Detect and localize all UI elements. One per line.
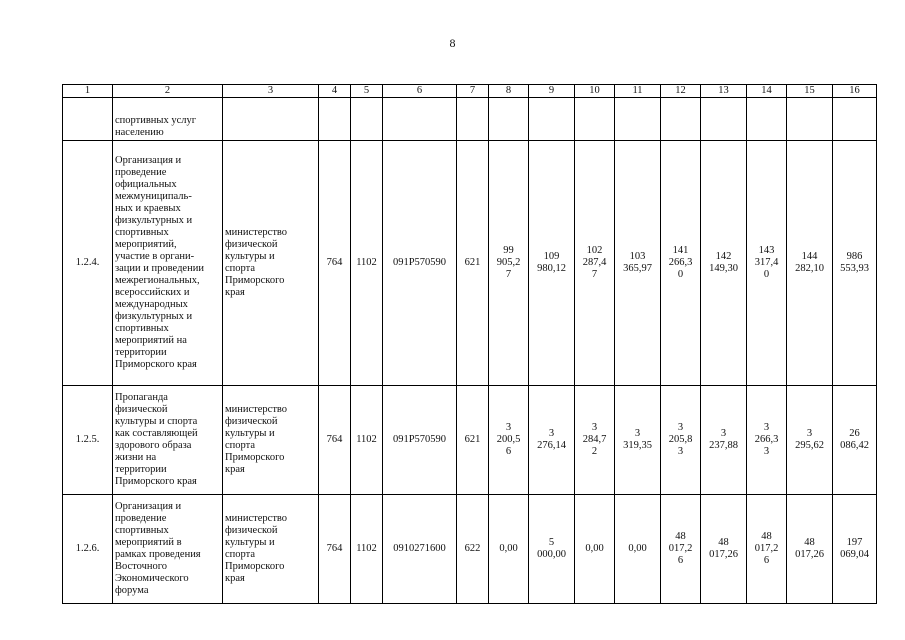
column-number: 4: [319, 85, 351, 98]
column-number: 11: [615, 85, 661, 98]
empty-cell: [457, 98, 489, 141]
column-number: 5: [351, 85, 383, 98]
total-cell: 197 069,04: [833, 495, 877, 604]
expense-type-cell: 622: [457, 495, 489, 604]
empty-cell: [747, 98, 787, 141]
column-number-row: [63, 85, 877, 98]
empty-cell: [787, 98, 833, 141]
empty-cell: [319, 98, 351, 141]
amount-cell: 109 980,12: [529, 141, 575, 386]
executor-cell: министерство физической культуры и спорта Приморского края: [223, 495, 319, 604]
column-number: 2: [113, 85, 223, 98]
description-cell: Организация и проведение спортивных мероприятий в рамках проведения Восточного Экономического форума: [113, 495, 223, 604]
amount-cell: 3 276,14: [529, 386, 575, 495]
executor-cell: [223, 98, 319, 141]
continuation-row: [63, 98, 877, 141]
executor-cell: министерство физической культуры и спорта Приморского края: [223, 386, 319, 495]
amount-cell: 144 282,10: [787, 141, 833, 386]
row-number-cell: [63, 98, 113, 141]
column-number: 13: [701, 85, 747, 98]
budget-table: [62, 84, 877, 604]
table-row: [63, 141, 877, 386]
amount-cell: 5 000,00: [529, 495, 575, 604]
target-code-cell: 0910271600: [383, 495, 457, 604]
page-number: 8: [449, 36, 456, 50]
amount-cell: 48 017,2 6: [747, 495, 787, 604]
amount-cell: 48 017,2 6: [661, 495, 701, 604]
ministry-code-cell: 764: [319, 141, 351, 386]
table-row: [63, 386, 877, 495]
amount-cell: 48 017,26: [787, 495, 833, 604]
amount-cell: 3 266,3 3: [747, 386, 787, 495]
amount-cell: 142 149,30: [701, 141, 747, 386]
column-number: 12: [661, 85, 701, 98]
total-cell: 26 086,42: [833, 386, 877, 495]
amount-cell: 102 287,4 7: [575, 141, 615, 386]
ministry-code-cell: 764: [319, 495, 351, 604]
expense-type-cell: 621: [457, 386, 489, 495]
executor-cell: министерство физической культуры и спорта Приморского края: [223, 141, 319, 386]
empty-cell: [575, 98, 615, 141]
description-cell: Пропаганда физической культуры и спорта как составляющей здорового образа жизни на территории Приморского края: [113, 386, 223, 495]
column-number: 14: [747, 85, 787, 98]
description-cell: [113, 98, 223, 141]
amount-cell: 3 200,5 6: [489, 386, 529, 495]
expense-type-cell: 621: [457, 141, 489, 386]
target-code-cell: 091P570590: [383, 141, 457, 386]
section-code-cell: 1102: [351, 495, 383, 604]
table-row: [63, 495, 877, 604]
column-number: 16: [833, 85, 877, 98]
column-number: 9: [529, 85, 575, 98]
column-number: 10: [575, 85, 615, 98]
empty-cell: [833, 98, 877, 141]
amount-cell: 143 317,4 0: [747, 141, 787, 386]
empty-cell: [701, 98, 747, 141]
empty-cell: [661, 98, 701, 141]
total-cell: 986 553,93: [833, 141, 877, 386]
amount-cell: 3 205,8 3: [661, 386, 701, 495]
column-number: 3: [223, 85, 319, 98]
column-number: 7: [457, 85, 489, 98]
description-cell: Организация и проведение официальных межмуниципаль- ных и краевых физкультурных и спортивных мероприятий, участие в органи- зации и проведении межрегиональных, всероссийских и международных физкультурных и спортивных мероприятий на территории Приморского края: [113, 141, 223, 386]
description-text: спортивных услуг населению: [115, 115, 197, 138]
amount-cell: 48 017,26: [701, 495, 747, 604]
ministry-code-cell: 764: [319, 386, 351, 495]
column-number: 1: [63, 85, 113, 98]
row-number-cell: 1.2.6.: [63, 495, 113, 604]
target-code-cell: 091P570590: [383, 386, 457, 495]
empty-cell: [383, 98, 457, 141]
column-number: 15: [787, 85, 833, 98]
amount-cell: 141 266,3 0: [661, 141, 701, 386]
column-number: 6: [383, 85, 457, 98]
section-code-cell: 1102: [351, 141, 383, 386]
empty-cell: [529, 98, 575, 141]
amount-cell: 0,00: [615, 495, 661, 604]
amount-cell: 0,00: [489, 495, 529, 604]
row-number-cell: 1.2.5.: [63, 386, 113, 495]
section-code-cell: 1102: [351, 386, 383, 495]
empty-cell: [489, 98, 529, 141]
row-number-cell: 1.2.4.: [63, 141, 113, 386]
amount-cell: 0,00: [575, 495, 615, 604]
empty-cell: [615, 98, 661, 141]
amount-cell: 3 284,7 2: [575, 386, 615, 495]
amount-cell: 3 319,35: [615, 386, 661, 495]
column-number: 8: [489, 85, 529, 98]
empty-cell: [351, 98, 383, 141]
amount-cell: 3 237,88: [701, 386, 747, 495]
amount-cell: 103 365,97: [615, 141, 661, 386]
amount-cell: 3 295,62: [787, 386, 833, 495]
amount-cell: 99 905,2 7: [489, 141, 529, 386]
